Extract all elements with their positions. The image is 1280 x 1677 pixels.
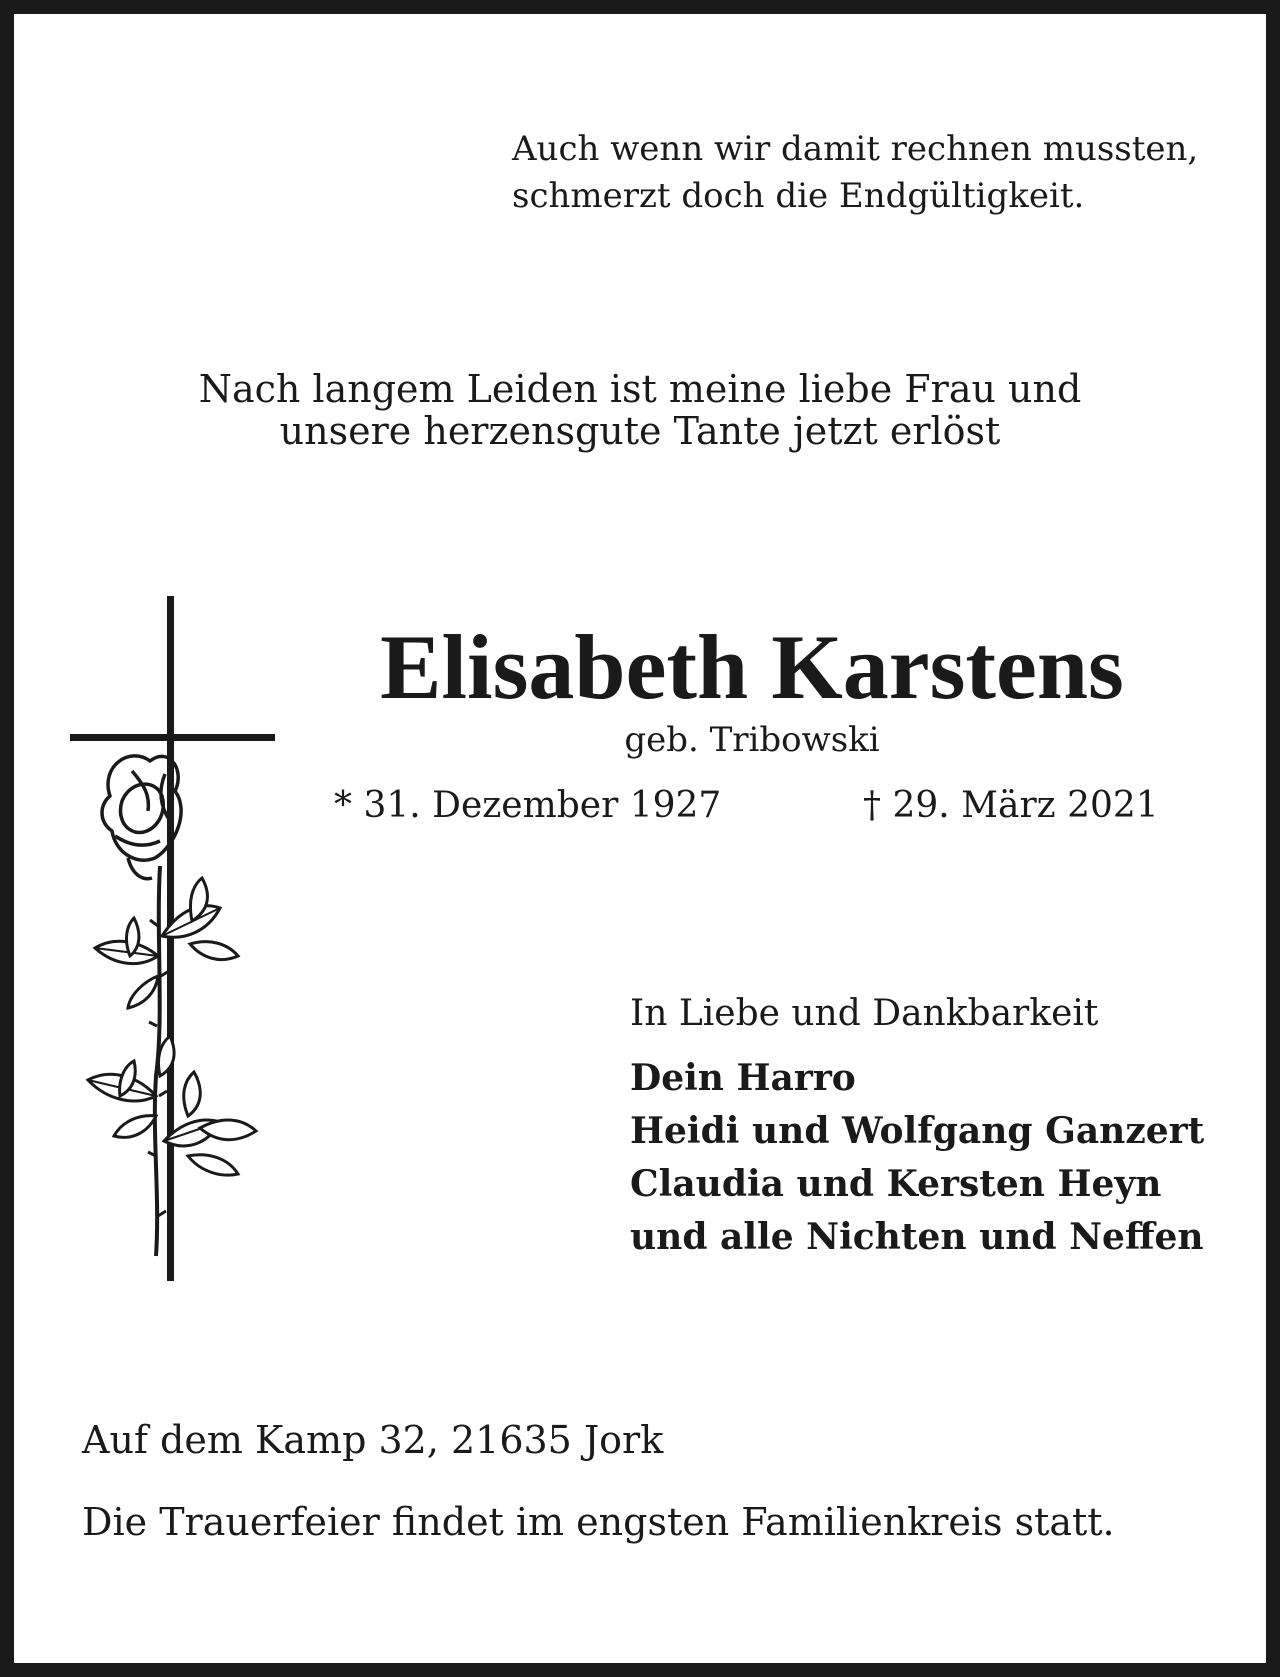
mourner-name: Dein Harro: [630, 1057, 856, 1099]
mourner-name: und alle Nichten und Neffen: [630, 1216, 1204, 1258]
motto-line-1: Auch wenn wir damit rechnen mussten,: [512, 129, 1199, 169]
ceremony-note: Die Trauerfeier findet im engsten Familienkreis statt.: [82, 1500, 1115, 1544]
mourner-name: Heidi und Wolfgang Ganzert: [630, 1110, 1205, 1152]
deceased-name: Elisabeth Karstens: [380, 616, 1124, 718]
mourners-intro: In Liebe und Dankbarkeit: [630, 993, 1099, 1034]
intro-line-1: Nach langem Leiden ist meine liebe Frau und: [198, 367, 1082, 411]
cross-with-rose-icon: [60, 596, 280, 1281]
birth-date: * 31. Dezember 1927: [334, 785, 722, 826]
mourner-name: Claudia und Kersten Heyn: [630, 1163, 1162, 1205]
death-date: † 29. März 2021: [863, 785, 1159, 826]
maiden-name: geb. Tribowski: [624, 720, 880, 760]
address: Auf dem Kamp 32, 21635 Jork: [82, 1418, 664, 1462]
mourners-list: [630, 1052, 1204, 1264]
intro-text: [0, 368, 1280, 452]
motto-quote: [512, 126, 1198, 220]
intro-line-2: unsere herzensgute Tante jetzt erlöst: [279, 409, 1001, 453]
motto-line-2: schmerzt doch die Endgültigkeit.: [512, 176, 1085, 216]
